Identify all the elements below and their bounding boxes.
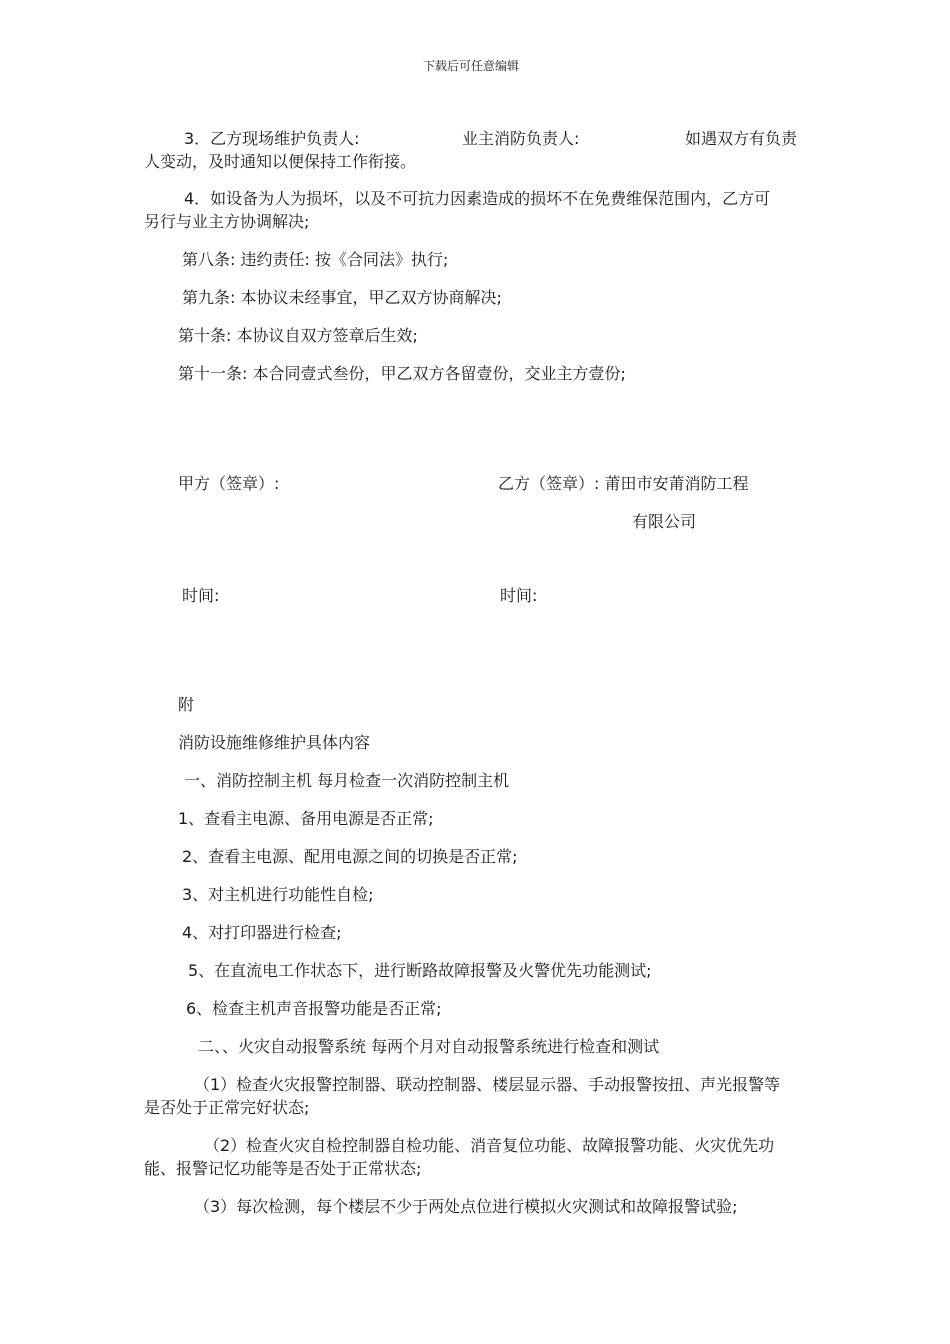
sub-item-2-line1: （2）检查火灾自检控制器自检功能、消音复位功能、故障报警功能、火灾优先功 [204, 1136, 775, 1155]
time-b: 时间: [500, 586, 538, 605]
section-1-heading: 一、消防控制主机 每月检查一次消防控制主机 [184, 771, 510, 790]
party-a-signature: 甲方（签章）: [178, 474, 280, 493]
list-item: 4、对打印器进行检查; [182, 923, 342, 942]
list-item: 3、对主机进行功能性自检; [182, 885, 374, 904]
sub-item-1-line2: 是否处于正常完好状态; [144, 1098, 310, 1117]
article-9: 第九条: 本协议未经事宜，甲乙双方协商解决; [182, 288, 502, 307]
article-10: 第十条: 本协议自双方签章后生效; [178, 326, 418, 345]
time-a: 时间: [182, 586, 220, 605]
appendix-title: 消防设施维修维护具体内容 [178, 733, 371, 752]
list-item: 6、检查主机声音报警功能是否正常; [186, 999, 442, 1018]
appendix-label: 附 [178, 695, 195, 714]
clause-4-line1: 4．如设备为人为损坏，以及不可抗力因素造成的损坏不在免费维保范围内，乙方可 [184, 189, 771, 208]
clause-3-a: 3．乙方现场维护负责人: [184, 129, 360, 148]
sub-item-3: （3）每次检测，每个楼层不少于两处点位进行模拟火灾测试和故障报警试验; [194, 1197, 738, 1216]
sub-item-1-line1: （1）检查火灾报警控制器、联动控制器、楼层显示器、手动报警按扭、声光报警等 [194, 1075, 781, 1094]
page-header: 下载后可任意编辑 [423, 59, 520, 73]
section-2-heading: 二、、火灾自动报警系统 每两个月对自动报警系统进行检查和测试 [198, 1037, 660, 1056]
clause-3-d: 人变动，及时通知以便保持工作衔接。 [144, 152, 417, 171]
list-item: 1、查看主电源、备用电源是否正常; [178, 809, 434, 828]
clause-3-c: 如遇双方有负责 [685, 129, 798, 148]
party-b-signature: 乙方（签章）: 莆田市安莆消防工程 [498, 474, 749, 493]
clause-3-b: 业主消防负责人: [462, 129, 580, 148]
sub-item-2-line2: 能、报警记忆功能等是否处于正常状态; [144, 1159, 422, 1178]
article-8: 第八条: 违约责任: 按《合同法》执行; [182, 250, 449, 269]
list-item: 2、查看主电源、配用电源之间的切换是否正常; [182, 847, 518, 866]
list-item: 5、在直流电工作状态下，进行断路故障报警及火警优先功能测试; [188, 961, 652, 980]
party-b-signature-cont: 有限公司 [632, 512, 697, 531]
clause-4-line2: 另行与业主方协调解决; [144, 212, 310, 231]
article-11: 第十一条: 本合同壹式叁份，甲乙双方各留壹份，交业主方壹份; [178, 364, 626, 383]
